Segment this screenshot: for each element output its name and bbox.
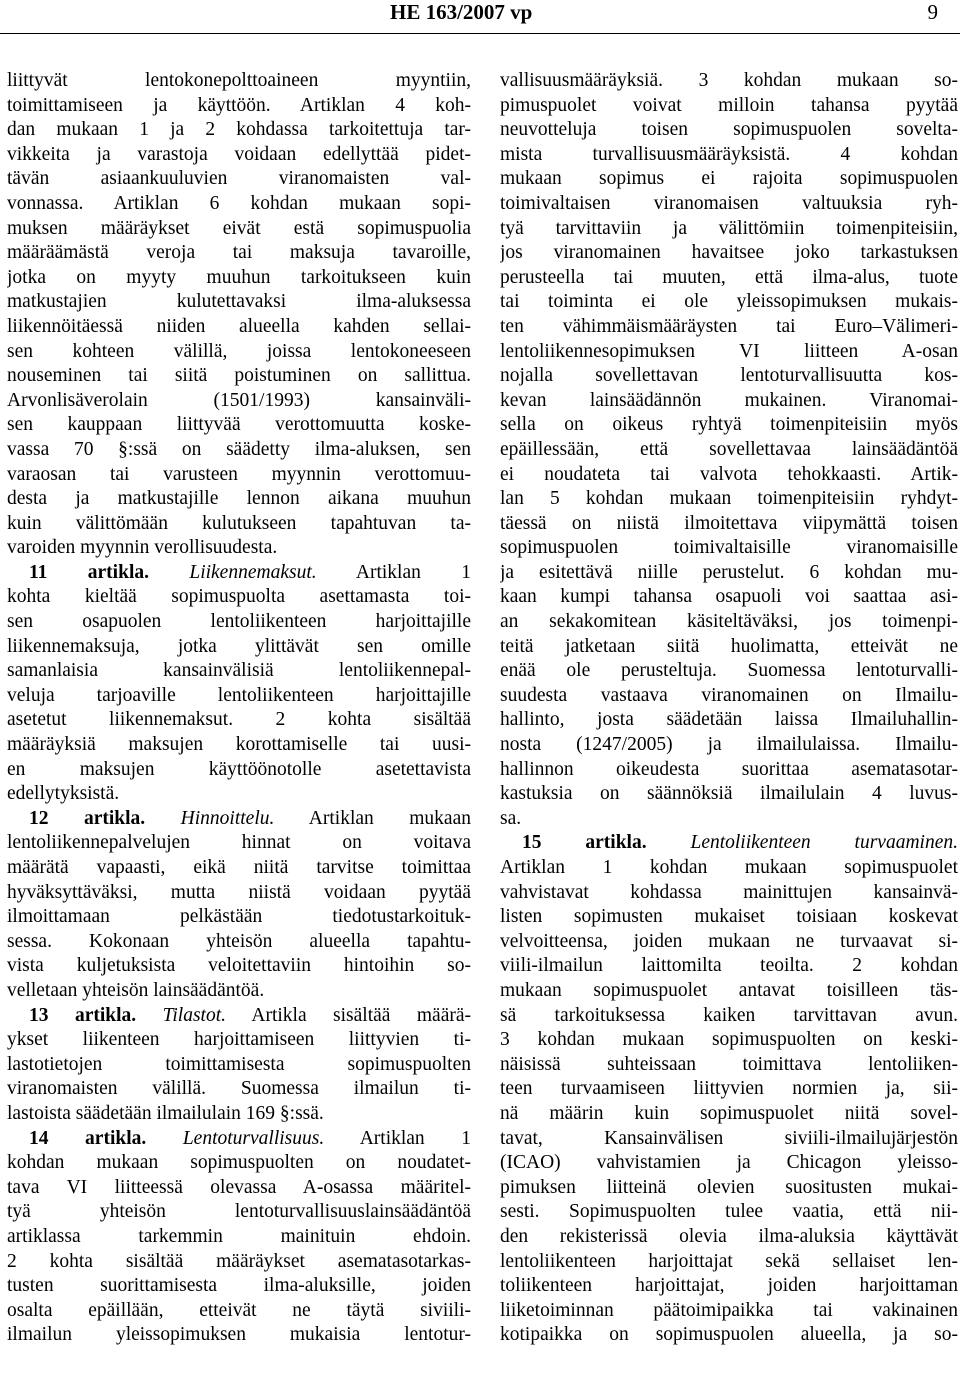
line-text: liikennöitäessä niiden alueella kahden sellai-: [7, 315, 471, 337]
line-text: täessä on niistä ilmoitettava viipymättä toisen: [500, 512, 958, 534]
line-text: määräämästä veroja tai maksuja tavaroille,: [7, 242, 471, 264]
text-line: [500, 758, 958, 783]
text-line: [7, 1250, 471, 1275]
line-text: Artiklan 1: [355, 561, 471, 583]
text-line: [7, 94, 471, 119]
text-line: [7, 1102, 471, 1127]
text-line: [7, 807, 471, 832]
line-text: dan mukaan 1 ja 2 kohdassa tarkoitettuja tar-: [7, 119, 471, 141]
text-line: [500, 1077, 958, 1102]
text-line: [7, 930, 471, 955]
text-line: [500, 1250, 958, 1275]
line-text: asetetut liikennemaksut. 2 kohta sisältää: [7, 709, 471, 731]
text-line: [7, 217, 471, 242]
line-text: ykset liikenteen harjoittamiseen liittyvien ti-: [7, 1029, 471, 1051]
line-text: an sekakomitean käsiteltäväksi, jos toimenpi-: [500, 611, 958, 633]
right-column: [500, 69, 958, 1348]
text-line: [500, 782, 958, 807]
line-text: velletaan yhteisön lainsäädäntöä.: [7, 979, 265, 1001]
text-line: [500, 192, 958, 217]
text-line: [500, 217, 958, 242]
line-text: edellytyksistä.: [7, 783, 120, 805]
text-line: [7, 831, 471, 856]
text-line: [7, 266, 471, 291]
text-line: [500, 659, 958, 684]
line-text: muksen määräykset eivät estä sopimuspuolia: [7, 217, 471, 239]
line-text: sesti. Sopimuspuolten tulee vaatia, että nii-: [500, 1201, 958, 1223]
line-text: viili-ilmailun laittomilta teoilta. 2 kohdan: [500, 955, 958, 977]
article-number: 15 artikla.: [522, 832, 647, 854]
line-text: lentoliikennepalvelujen hinnat on voitava: [7, 832, 471, 854]
text-line: [500, 708, 958, 733]
text-line: [7, 512, 471, 537]
line-text: kohdan mukaan sopimuspuolten on noudatet-: [7, 1152, 471, 1174]
document-title: HE 163/2007 vp: [390, 0, 533, 24]
line-text: kohta kieltää sopimuspuolta asettamasta toi-: [7, 586, 471, 608]
line-text: tava VI liitteessä olevassa A-osassa määritel-: [7, 1176, 471, 1198]
article-heading: Lentoturvallisuus.: [182, 1127, 325, 1149]
line-text: ten vähimmäismääräysten tai Euro–Välimeri-: [500, 315, 958, 337]
text-line: [7, 192, 471, 217]
article-number: 13 artikla.: [29, 1004, 137, 1026]
text-line: [7, 1077, 471, 1102]
text-line: [500, 143, 958, 168]
text-line: [500, 463, 958, 488]
line-text: ilmoittamaan pelkästään tiedotustarkoituk-: [7, 906, 471, 928]
line-text: liittyvät lentokonepolttoaineen myyntiin,: [7, 70, 471, 91]
text-line: [7, 1127, 471, 1152]
text-line: [7, 1274, 471, 1299]
text-line: [7, 758, 471, 783]
line-text: tusten suorittamisesta ilma-aluksille, joiden: [7, 1275, 471, 1297]
text-line: [500, 733, 958, 758]
line-text: toimivaltaisen viranomaisen valtuuksia ryh-: [500, 192, 958, 214]
line-text: listen sopimusten mukaiset toisiaan koskevat: [500, 906, 958, 928]
text-line: [7, 463, 471, 488]
text-line: [7, 733, 471, 758]
line-text: osalta epäillään, etteivät ne täytä siviili-: [7, 1299, 471, 1321]
line-text: hallinnon oikeudesta suorittaa asematasotar-: [500, 758, 958, 780]
line-text: pimuspuolet voivat milloin tahansa pyytää: [500, 94, 958, 116]
line-text: sen osapuolen lentoliikenteen harjoittajille: [7, 611, 471, 633]
article-heading: Tilastot.: [162, 1004, 226, 1026]
line-text: kotipaikka on sopimuspuolen alueella, ja so-: [500, 1324, 958, 1346]
article-number: 12 artikla.: [29, 807, 146, 829]
line-text: ei noudateta tai valvota tehokkaasti. Artik-: [500, 463, 958, 485]
line-text: liikennemaksuja, jotka ylittävät sen omille: [7, 635, 471, 657]
line-text: vahvistavat kohdassa mainittujen kansainvä-: [500, 881, 958, 903]
line-text: tai toiminta ei ole yleissopimuksen mukais-: [500, 291, 958, 313]
text-line: [500, 635, 958, 660]
text-line: [500, 831, 958, 856]
line-text: samanlaisia kansainvälisiä lentoliikennepal-: [7, 660, 471, 682]
line-text: sella on oikeus ryhtyä toimenpiteisiin myös: [500, 414, 958, 436]
line-text: sopimuspuolen toimivaltaisille viranomaisille: [500, 537, 958, 559]
text-line: [500, 389, 958, 414]
line-text: toimittamiseen ja käyttöön. Artiklan 4 koh-: [7, 94, 471, 116]
line-text: en maksujen käyttöönotolle asetettavista: [7, 758, 471, 780]
text-line: [7, 118, 471, 143]
line-text: enää ole perusteltuja. Suomessa lentoturvalli-: [500, 660, 958, 682]
line-text: kuin välittömään kulutukseen tapahtuvan ta-: [7, 512, 471, 534]
left-column: [7, 69, 471, 1348]
line-text: näisissä suhteissaan toimittava lentoliiken-: [500, 1053, 958, 1075]
text-line: [500, 1225, 958, 1250]
text-line: [500, 1151, 958, 1176]
line-text: vonnassa. Artiklan 6 kohdan mukaan sopi-: [7, 192, 471, 214]
text-line: [7, 1323, 471, 1348]
article-number: 14 artikla.: [29, 1127, 147, 1149]
line-text: jos viranomainen havaitsee joko tarkastuksen: [500, 242, 958, 264]
line-text: nouseminen tai siitä poistuminen on sallittua.: [7, 365, 471, 387]
text-line: [7, 856, 471, 881]
text-line: [500, 536, 958, 561]
line-text: pimuksen liitteinä olevien suositusten mukai-: [500, 1176, 958, 1198]
text-line: [500, 118, 958, 143]
article-heading: Liikennemaksut.: [189, 561, 317, 583]
line-text: mukaan sopimus ei rajoita sopimuspuolen: [500, 168, 958, 190]
line-text: lastotietojen toimittamisesta sopimuspuolten: [7, 1053, 471, 1075]
line-text: vassa 70 §:ssä on säädetty ilma-aluksen, sen: [7, 438, 471, 460]
line-text: artiklassa tarkemmin mainituin ehdoin.: [7, 1225, 471, 1247]
text-line: [7, 241, 471, 266]
line-text: kastuksia on säännöksiä ilmailulain 4 luvus-: [500, 783, 958, 805]
text-line: [500, 364, 958, 389]
text-line: [500, 561, 958, 586]
text-line: [500, 856, 958, 881]
text-line: [7, 561, 471, 586]
line-text: ilmailun yleissopimuksen mukaisia lentotur-: [7, 1324, 471, 1346]
line-text: varoiden myynnin verollisuudesta.: [7, 537, 278, 559]
text-line: [7, 389, 471, 414]
text-line: [500, 487, 958, 512]
text-line: [500, 585, 958, 610]
text-line: [7, 1151, 471, 1176]
text-line: [500, 1323, 958, 1348]
text-line: [7, 143, 471, 168]
text-line: [7, 1028, 471, 1053]
text-line: [7, 536, 471, 561]
line-text: Artikla sisältää määrä-: [251, 1004, 471, 1026]
line-text: lentoliikennesopimuksen VI liitteen A-osan: [500, 340, 958, 362]
text-line: [500, 979, 958, 1004]
text-line: [7, 487, 471, 512]
text-line: [500, 290, 958, 315]
line-text: Artiklan 1: [359, 1127, 471, 1149]
line-text: määrätä vapaasti, eikä niitä tarvitse toimittaa: [7, 857, 471, 878]
text-line: [7, 881, 471, 906]
line-text: tyä yhteisön lentoturvallisuuslainsäädäntöä: [7, 1201, 471, 1223]
line-text: nä määrin kuin sopimuspuolet niitä sovel-: [500, 1102, 958, 1124]
line-text: vikkeita ja varastoja voidaan edellyttää pidet-: [7, 143, 471, 165]
text-line: [7, 1176, 471, 1201]
line-text: Artiklan mukaan: [308, 807, 471, 829]
header-rule: [0, 33, 960, 34]
text-line: [500, 1127, 958, 1152]
line-text: Artiklan 1 kohdan mukaan sopimuspuolet: [500, 857, 958, 878]
text-line: [7, 782, 471, 807]
text-line: [500, 1028, 958, 1053]
text-line: [500, 684, 958, 709]
line-text: kevan lainsäädännön mukainen. Viranomai-: [500, 389, 958, 411]
text-line: [7, 659, 471, 684]
line-text: nosta (1247/2005) ja ilmailulaissa. Ilmailu-: [500, 734, 958, 756]
line-text: määräyksiä maksujen korottamiselle tai uusi-: [7, 734, 471, 756]
line-text: sen kauppaan liittyvää verottomuutta koske-: [7, 414, 471, 436]
line-text: mista turvallisuusmääräyksistä. 4 kohdan: [500, 143, 958, 165]
text-line: [7, 1004, 471, 1029]
line-text: jotka on myyty muuhun tarkoitukseen kuin: [7, 266, 471, 288]
text-line: [7, 1299, 471, 1324]
line-text: hyväksyttäväksi, mutta niistä voidaan pyytää: [7, 881, 471, 903]
line-text: vista kuljetuksista veloitettaviin hintoihin so-: [7, 955, 471, 977]
text-line: [7, 315, 471, 340]
line-text: sa.: [500, 807, 522, 829]
text-line: [7, 585, 471, 610]
page-number: 9: [927, 0, 938, 24]
line-text: lastoista säädetään ilmailulain 169 §:ssä.: [7, 1102, 324, 1124]
text-line: [7, 684, 471, 709]
text-line: [500, 1004, 958, 1029]
line-text: teitä jatketaan siitä huolimatta, etteivät ne: [500, 635, 958, 657]
line-text: sä tarkoituksessa kaiken tarvittavan avun.: [500, 1004, 958, 1026]
text-line: [500, 413, 958, 438]
line-text: vallisuusmääräyksiä. 3 kohdan mukaan so-: [500, 70, 958, 91]
line-text: mukaan sopimuspuolet antavat toisilleen täs-: [500, 979, 958, 1001]
text-line: [500, 905, 958, 930]
line-text: nojalla sovellettavan lentoturvallisuutta kos-: [500, 365, 958, 387]
line-text: hallinto, josta säädetään laissa Ilmailuhallin-: [500, 709, 958, 731]
line-text: liiketoiminnan päätoimipaikka tai vakinainen: [500, 1299, 958, 1321]
text-line: [7, 438, 471, 463]
text-line: [500, 512, 958, 537]
text-line: [500, 167, 958, 192]
line-text: teen turvaamiseen liittyvien normien ja, sii-: [500, 1078, 958, 1100]
line-text: perusteella tai muuten, että ilma-alus, tuote: [500, 266, 958, 288]
text-line: [500, 241, 958, 266]
text-line: [500, 340, 958, 365]
text-line: [7, 708, 471, 733]
line-text: lentoliikenteen harjoittajat sekä sellaiset len-: [500, 1250, 958, 1272]
text-line: [500, 1299, 958, 1324]
line-text: 3 kohdan mukaan sopimuspuolten on keski-: [500, 1029, 958, 1051]
text-line: [7, 1225, 471, 1250]
line-text: suudesta vastaava viranomainen on Ilmailu-: [500, 684, 958, 706]
line-text: sen kohteen välillä, joissa lentokoneeseen: [7, 340, 471, 362]
text-line: [500, 1102, 958, 1127]
text-line: [500, 881, 958, 906]
line-text: toliikenteen harjoittajat, joiden harjoittaman: [500, 1275, 958, 1297]
line-text: 2 kohta sisältää määräykset asematasotarkas-: [7, 1250, 471, 1272]
text-line: [500, 930, 958, 955]
text-line: [7, 635, 471, 660]
line-text: matkustajien kulutettavaksi ilma-aluksessa: [7, 291, 471, 313]
line-text: velvoitteensa, joiden mukaan ne turvaavat si-: [500, 930, 958, 952]
text-line: [7, 610, 471, 635]
line-text: epäillessään, että sovellettavaa lainsäädäntöä: [500, 438, 958, 460]
text-line: [500, 1176, 958, 1201]
text-line: [7, 364, 471, 389]
text-line: [500, 1274, 958, 1299]
text-line: [500, 954, 958, 979]
line-text: den rekisterissä olevia ilma-aluksia käyttävät: [500, 1225, 958, 1247]
text-line: [500, 1053, 958, 1078]
text-line: [500, 69, 958, 94]
line-text: (ICAO) vahvistamien ja Chicagon yleisso-: [500, 1152, 958, 1174]
line-text: neuvotteluja toisen sopimuspuolen sovelta-: [500, 119, 958, 141]
text-line: [500, 438, 958, 463]
line-text: tyä tarvittaviin ja välittömiin toimenpiteisiin,: [500, 217, 958, 239]
text-line: [500, 315, 958, 340]
text-line: [500, 807, 958, 832]
line-text: Arvonlisäverolain (1501/1993) kansainväli-: [7, 389, 471, 411]
text-line: [7, 167, 471, 192]
line-text: kaan kumpi tahansa osapuoli voi saattaa asi-: [500, 586, 958, 608]
text-line: [7, 1053, 471, 1078]
article-heading: Hinnoittelu.: [180, 807, 275, 829]
line-text: tävän asiaankuuluvien viranomaisten val-: [7, 168, 471, 190]
line-text: desta ja matkustajille lennon aikana muuhun: [7, 488, 471, 510]
text-line: [7, 979, 471, 1004]
text-line: [7, 905, 471, 930]
page-header: [0, 0, 960, 34]
text-line: [500, 1200, 958, 1225]
text-line: [7, 413, 471, 438]
text-line: [500, 610, 958, 635]
text-line: [7, 290, 471, 315]
line-text: ja esitettävä niille perustelut. 6 kohdan mu-: [500, 561, 958, 583]
text-line: [7, 954, 471, 979]
article-heading: Lentoliikenteen turvaaminen.: [690, 832, 958, 854]
line-text: viranomaisten välillä. Suomessa ilmailun ti-: [7, 1078, 471, 1100]
text-line: [500, 94, 958, 119]
line-text: sessa. Kokonaan yhteisön alueella tapahtu-: [7, 930, 471, 952]
line-text: varaosan tai varusteen myynnin verottomuu-: [7, 463, 471, 485]
text-line: [7, 69, 471, 94]
line-text: lan 5 kohdan mukaan toimenpiteisiin ryhdyt-: [500, 488, 958, 510]
article-number: 11 artikla.: [29, 561, 149, 583]
text-line: [500, 266, 958, 291]
line-text: veluja tarjoaville lentoliikenteen harjoittajille: [7, 684, 471, 706]
line-text: tavat, Kansainvälisen siviili-ilmailujärjestön: [500, 1127, 958, 1149]
text-line: [7, 340, 471, 365]
text-line: [7, 1200, 471, 1225]
